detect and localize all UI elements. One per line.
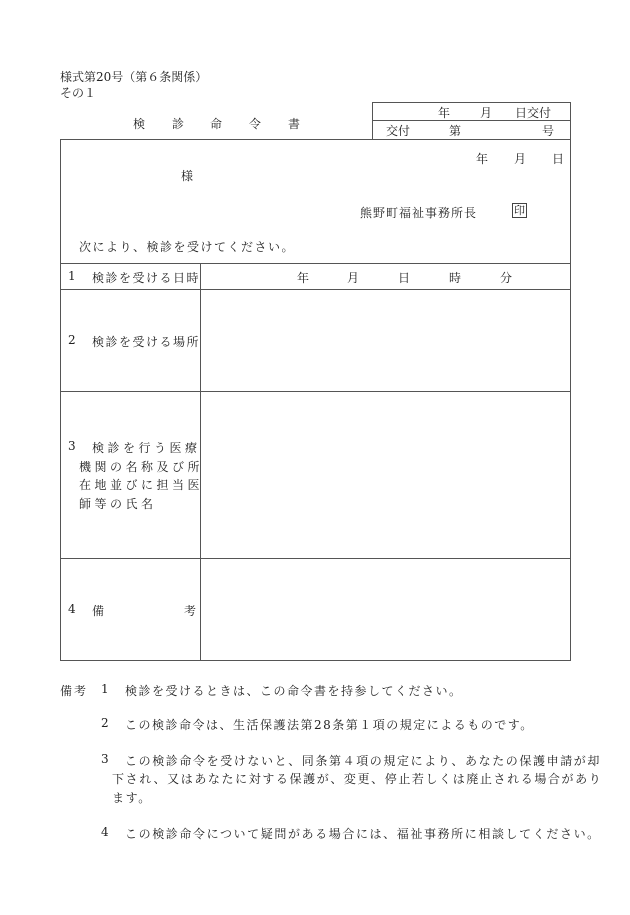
divider	[60, 139, 61, 661]
medical-institution-field[interactable]	[202, 393, 569, 557]
issue-month-label: 月	[480, 106, 493, 120]
divider	[570, 102, 571, 140]
divider	[60, 558, 571, 559]
remark-text: 検診を受けるときは、この命令書を持参してください。	[125, 684, 463, 698]
row-label-end: 考	[184, 604, 197, 618]
row-label-start: 備	[92, 604, 105, 618]
title-char: 診	[172, 117, 185, 131]
remarks-heading: 備考	[60, 684, 89, 698]
hour-label: 時	[449, 271, 462, 285]
row-label: 検診を受ける日時	[92, 271, 201, 285]
issuer-name: 熊野町福祉事務所長	[360, 206, 478, 220]
issue-year-label: 年	[438, 106, 451, 120]
remark-text: この検診命令を受けないと、同条第４項の規定により、あなたの保護申請が却	[125, 754, 602, 768]
month-label: 月	[347, 271, 360, 285]
instruction-text: 次により、検診を受けてください。	[79, 240, 296, 254]
notice-day-label: 日	[552, 152, 565, 166]
seal-mark	[512, 203, 527, 218]
title-char: 検	[133, 117, 146, 131]
row-number: 2	[68, 333, 76, 347]
row-number: 4	[68, 602, 76, 616]
year-label: 年	[297, 271, 310, 285]
row-label: 検診を受ける場所	[92, 335, 201, 349]
title-char: 令	[249, 117, 262, 131]
form-part: その１	[60, 86, 97, 100]
remark-text: ます。	[112, 791, 152, 805]
row-label-line: 検診を行う医療	[92, 441, 201, 455]
number-prefix-label: 第	[449, 124, 462, 138]
addressee-suffix: 様	[181, 169, 194, 183]
remark-text: 下され、又はあなたに対する保護が、変更、停止若しくは廃止される場合があり	[112, 772, 603, 786]
number-suffix-label: 号	[542, 124, 555, 138]
row-label-line: 機関の名称及び所	[79, 460, 204, 474]
divider	[372, 102, 571, 103]
issue-day-label: 日交付	[515, 106, 552, 120]
day-label: 日	[398, 271, 411, 285]
row-label-line: 在地並びに担当医	[79, 478, 204, 492]
divider	[372, 102, 373, 140]
issued-label: 交付	[386, 124, 411, 138]
notice-year-label: 年	[476, 152, 489, 166]
remarks-field[interactable]	[202, 560, 569, 659]
row-number: 3	[68, 439, 76, 453]
minute-label: 分	[500, 271, 513, 285]
remark-text: この検診命令は、生活保護法第28条第１項の規定によるものです。	[125, 718, 534, 732]
title-char: 命	[210, 117, 223, 131]
divider	[60, 289, 571, 290]
divider	[570, 139, 571, 661]
form-number: 様式第20号（第６条関係）	[60, 70, 208, 84]
remark-number: 3	[101, 752, 109, 766]
remark-number: 1	[101, 682, 109, 696]
title-char: 書	[288, 117, 301, 131]
remark-text: この検診命令について疑問がある場合には、福祉事務所に相談してください。	[125, 827, 601, 841]
divider	[60, 263, 571, 264]
notice-month-label: 月	[514, 152, 527, 166]
row-label-line: 師等の氏名	[79, 497, 157, 511]
row-number: 1	[68, 269, 76, 283]
place-field[interactable]	[202, 291, 569, 390]
divider	[60, 391, 571, 392]
divider	[60, 139, 571, 140]
remark-number: 4	[101, 825, 109, 839]
divider	[60, 660, 571, 661]
seal-icon: 印	[514, 204, 525, 217]
remark-number: 2	[101, 716, 109, 730]
